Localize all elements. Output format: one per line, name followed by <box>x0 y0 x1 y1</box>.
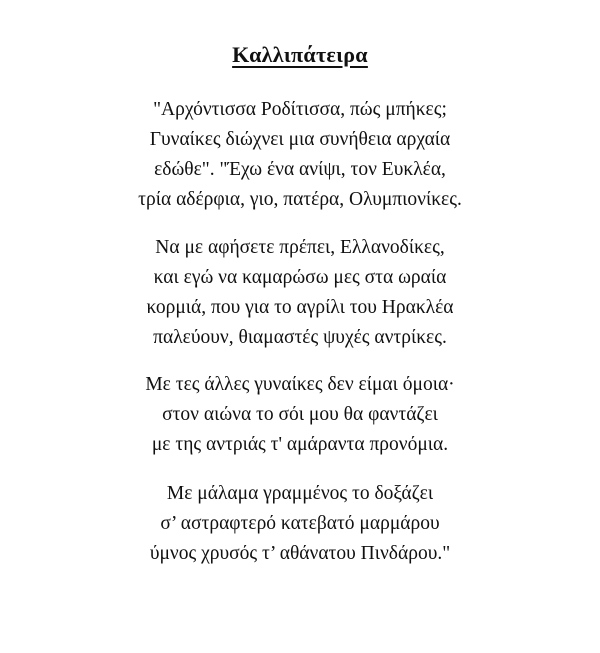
stanza-line: τρία αδέρφια, γιο, πατέρα, Ολυμπιονίκες. <box>138 189 462 210</box>
stanza-line: εδώθε". "Έχω ένα ανίψι, τον Ευκλέα, <box>154 159 446 180</box>
stanza-line: με της αντριάς τ' αμάραντα προνόμια. <box>151 434 449 455</box>
stanza-line: "Αρχόντισσα Ροδίτισσα, πώς μπήκες; <box>153 99 447 120</box>
stanza-line: κορμιά, που για το αγρίλι του Ηρακλέα <box>146 297 454 318</box>
stanza-2 <box>0 233 600 353</box>
stanza-1 <box>0 95 600 215</box>
stanza-line: Να με αφήσετε πρέπει, Ελλανοδίκες, <box>155 237 445 258</box>
stanza-line: σ’ αστραφτερό κατεβατό μαρμάρου <box>160 513 440 534</box>
stanza-line: Γυναίκες διώχνει μια συνήθεια αρχαία <box>149 129 451 150</box>
stanza-4 <box>0 479 600 569</box>
stanza-line: στον αιώνα το σόι μου θα φαντάζει <box>162 404 438 425</box>
stanza-line: Με τες άλλες γυναίκες δεν είμαι όμοια· <box>145 374 455 395</box>
poem-title: Καλλιπάτειρα <box>232 42 368 67</box>
stanza-line: Με μάλαμα γραμμένος το δοξάζει <box>166 483 434 504</box>
stanza-line: ύμνος χρυσός τ’ αθάνατου Πινδάρου." <box>149 543 451 564</box>
stanza-line: και εγώ να καμαρώσω μες στα ωραία <box>153 267 447 288</box>
stanza-line: παλεύουν, θιαμαστές ψυχές αντρίκες. <box>153 327 447 348</box>
stanza-3 <box>0 370 600 460</box>
